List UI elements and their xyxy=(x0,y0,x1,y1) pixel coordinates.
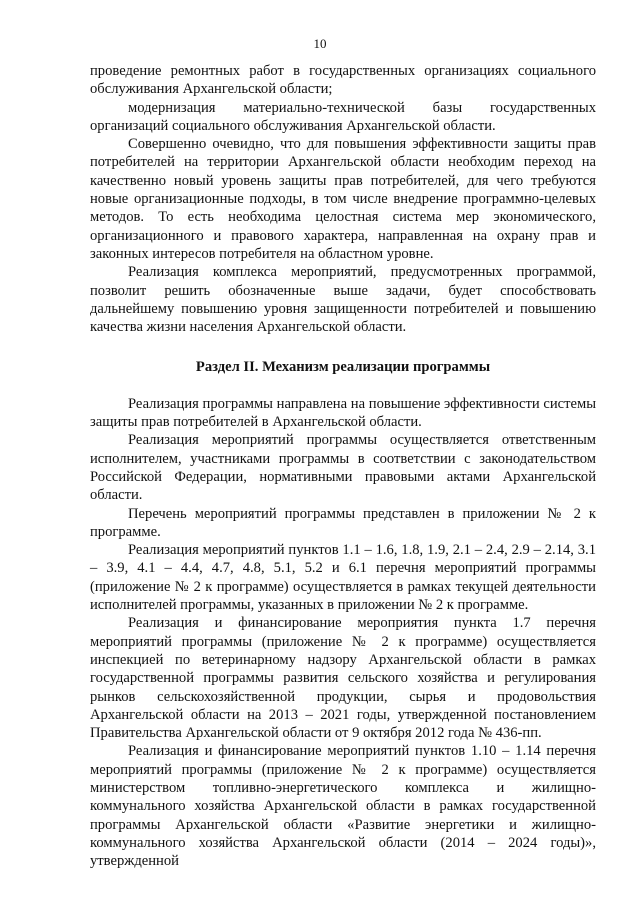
paragraph: Совершенно очевидно, что для повышения эффективности защиты прав потребителей на территории Архангельской области необходим переход на качественно новый уровень защиты прав потребителей, для чего требуются новые организационные подходы, в том числе внедрение программно-целевых методов. То есть необходима целостная система мер экономического, организационного и правового характера, направленная на охрану прав и законных интересов потребителя на областном уровне. xyxy=(90,136,596,262)
paragraph: проведение ремонтных работ в государственных организациях социального обслуживания Архангельской области; xyxy=(90,63,596,98)
paragraph: Реализация программы направлена на повышение эффективности системы защиты прав потребителей в Архангельской области. xyxy=(90,395,596,431)
paragraph: Реализация комплекса мероприятий, предусмотренных программой, позволит решить обозначенные выше задачи, будет способствовать дальнейшему повышению уровня защищенности потребителей и повышению качества жизни населения Архангельской области. xyxy=(90,264,596,336)
paragraph: модернизация материально-технической базы государственных организаций социального обслуживания Архангельской области. xyxy=(90,99,596,134)
paragraph: Реализация мероприятий программы осуществляется ответственным исполнителем, участниками программы в соответствии с законодательством Российской Федерации, нормативными правовыми актами Архангельской области. xyxy=(90,432,596,504)
paragraph: Реализация и финансирование мероприятия пункта 1.7 перечня мероприятий программы (приложение № 2 к программе) осуществляется инспекцией по ветеринарному надзору Архангельской области в рамках государственной программы развития сельского хозяйства и регулирования рынков сельскохозяйственной продукции, сырья и продовольствия Архангельской области на 2013 – 2021 годы, утвержденной постановлением Правительства Архангельской области от 9 октября 2012 года № 436-пп. xyxy=(90,615,596,742)
paragraph: Реализация и финансирование мероприятий пунктов 1.10 – 1.14 перечня мероприятий программы (приложение № 2 к программе) осуществляется министерством топливно-энергетического комплекса и жилищно-коммунального хозяйства Архангельской области в рамках государственной программы Архангельской области «Развитие энергетики и жилищно-коммунального хозяйства Архангельской области (2014 – 2024 годы)», утвержденной xyxy=(90,743,596,870)
section-heading: Раздел II. Механизм реализации программы xyxy=(195,359,491,376)
paragraph: Реализация мероприятий пунктов 1.1 – 1.6, 1.8, 1.9, 2.1 – 2.4, 2.9 – 2.14, 3.1 – 3.9, 4.1 – 4.4, 4.7, 4.8, 5.1, 5.2 и 6.1 перечня мероприятий программы (приложение № 2 к программе) осуществляется в рамках текущей деятельности исполнителей программы, указанных в приложении № 2 к программе. xyxy=(90,542,596,614)
paragraph: Перечень мероприятий программы представлен в приложении № 2 к программе. xyxy=(90,505,596,540)
page-number: 10 xyxy=(313,36,327,51)
document-body xyxy=(90,62,596,870)
